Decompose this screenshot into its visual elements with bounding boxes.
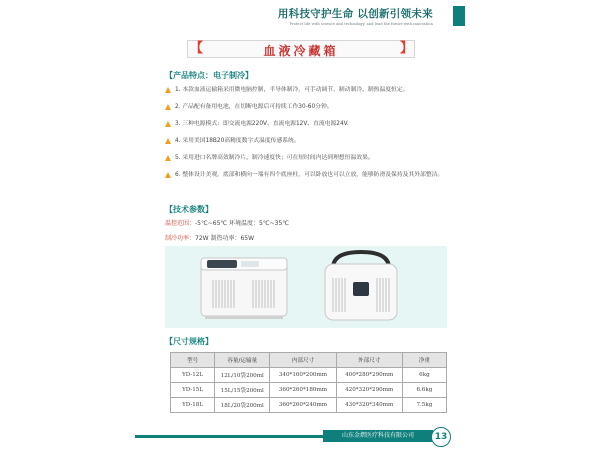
- spec-temperature: [165, 218, 289, 227]
- slogan-subtitle: Protect life with science and technology, and lead the future with innovation: [289, 22, 433, 26]
- brochure-page: [135, 0, 465, 450]
- specs-heading: 【技术参数】: [165, 205, 213, 214]
- corner-tab: [453, 6, 465, 26]
- warning-triangle-icon: [165, 138, 171, 144]
- spec-temperature-value: -5℃~65℃ 环境温度：5℃~35℃: [195, 220, 290, 227]
- table-cell: 340*160*200mm: [270, 368, 336, 383]
- table-cell: 360*260*240mm: [270, 398, 336, 413]
- table-cell: 12L/10袋200ml: [215, 368, 270, 383]
- sizes-heading: 【尺寸规格】: [165, 337, 213, 346]
- spec-power-value: 72W 制热功率：65W: [195, 235, 255, 242]
- cooler-box-large: [201, 258, 287, 319]
- warning-triangle-icon: [165, 172, 171, 178]
- cooler-box-handle: [325, 252, 397, 320]
- table-header-row: [171, 353, 447, 368]
- column-header: 容量/运输量: [215, 353, 270, 368]
- table-cell: 360*260*180mm: [270, 383, 336, 398]
- title-banner: [187, 40, 415, 58]
- feature-text: 2. 产品配有备用电池，在切断电源后可持续工作30-60分钟。: [175, 104, 333, 110]
- table-cell: 6kg: [402, 368, 446, 383]
- feature-text: 3. 三种电源模式：即交流电源220V、直流电源12V、直流电源24V.: [175, 121, 349, 127]
- table-cell: YD-15L: [171, 383, 215, 398]
- table-cell: 6.6kg: [402, 383, 446, 398]
- product-photo-illustration: [165, 246, 447, 328]
- column-header: 内部尺寸: [270, 353, 336, 368]
- column-header: 型号: [171, 353, 215, 368]
- spec-temperature-label: 温控范围：: [165, 220, 196, 227]
- warning-triangle-icon: [165, 87, 171, 93]
- slogan: 用科技守护生命 以创新引领未来: [277, 8, 433, 20]
- feature-item: [165, 171, 455, 180]
- feature-text: 1. 本款血液运输箱采用微电脑控制，半导体制冷，可手动调节、制动制冷、制热温度恒定。: [175, 87, 409, 93]
- table-row: [171, 368, 447, 383]
- right-bracket-icon: 】: [400, 41, 414, 56]
- footer-company: 山东金熠医疗科技有限公司: [323, 430, 433, 442]
- spec-power: [165, 233, 254, 242]
- feature-item: [165, 120, 455, 129]
- table-cell: 7.5kg: [402, 398, 446, 413]
- table-cell: 18L/20袋200ml: [215, 398, 270, 413]
- page-title: 血液冷藏箱: [263, 44, 339, 58]
- left-bracket-icon: 【: [190, 41, 204, 56]
- feature-item: [165, 154, 455, 163]
- table-cell: 420*320*290mm: [336, 383, 402, 398]
- feature-item: [165, 86, 455, 95]
- column-header: 外部尺寸: [336, 353, 402, 368]
- table-row: [171, 398, 447, 413]
- page-number: 13: [431, 427, 451, 447]
- feature-item: [165, 103, 455, 112]
- feature-text: 5. 采用进口名牌高效制冷片，制冷速度快；可在短时间内达到理想恒温效果。: [175, 155, 374, 161]
- table-cell: 400*280*290mm: [336, 368, 402, 383]
- warning-triangle-icon: [165, 104, 171, 110]
- table-row: [171, 383, 447, 398]
- page-footer: [135, 430, 465, 442]
- table-cell: 15L/15袋200ml: [215, 383, 270, 398]
- spec-power-label: 制冷功率：: [165, 235, 196, 242]
- feature-text: 6. 整体设计美观，底部和横向一端有四个底座柱，可以卧放也可以立放，能够防滑及保持及其外部整洁。: [175, 172, 444, 178]
- page-header: [135, 0, 465, 24]
- table-cell: YD-12L: [171, 368, 215, 383]
- feature-text: 4. 采用美国18B20高精度数字式温度传感系统。: [175, 138, 300, 144]
- size-spec-table: [170, 352, 447, 413]
- warning-triangle-icon: [165, 121, 171, 127]
- column-header: 净重: [402, 353, 446, 368]
- feature-list: [165, 86, 455, 188]
- features-heading: 【产品特点：电子制冷】: [165, 71, 253, 80]
- warning-triangle-icon: [165, 155, 171, 161]
- feature-item: [165, 137, 455, 146]
- table-cell: 430*320*340mm: [336, 398, 402, 413]
- table-cell: YD-18L: [171, 398, 215, 413]
- product-photo: [165, 246, 447, 328]
